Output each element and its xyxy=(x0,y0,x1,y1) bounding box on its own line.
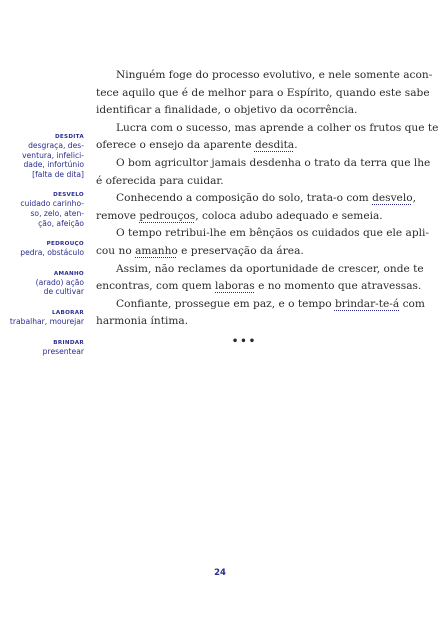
glossary-word-brindar: brindar-te-á xyxy=(334,297,400,310)
text-line: O tempo retribui-lhe em bênçãos os cuidados que ele apli- xyxy=(116,227,429,240)
text-segment: encontras, com quem xyxy=(96,280,216,293)
glossary-term: DESDITA xyxy=(54,134,84,140)
page-number: 24 xyxy=(214,568,226,578)
text-line xyxy=(96,243,393,261)
glossary-definition: trabalhar, mourejar xyxy=(9,316,84,326)
text-segment: Confiante, prossegue em paz, e o tempo xyxy=(116,297,335,310)
glossary-definition: desgraça, des- ventura, infelici- dade, infortúnio [falta de dita] xyxy=(22,141,84,179)
text-line xyxy=(96,296,425,314)
glossary-word-amanho: amanho xyxy=(135,244,178,257)
text-line xyxy=(96,190,416,208)
text-line: Ninguém foge do processo evolutivo, e nele somente acon- xyxy=(116,69,433,81)
glossary-entry-laborar xyxy=(8,309,84,327)
body-text xyxy=(96,67,439,351)
text-segment: oferece o ensejo da aparente xyxy=(96,139,255,152)
text-segment: , coloca adubo adequado e semeia. xyxy=(195,209,383,222)
glossary-word-desvelo: desvelo xyxy=(372,192,413,205)
text-segment: com xyxy=(399,297,425,310)
text-line: identificar a finalidade, o objetivo da ocorrência. xyxy=(96,104,358,117)
glossary-sidebar xyxy=(8,133,84,368)
section-ellipsis: ••• xyxy=(231,335,258,347)
glossary-definition: (arado) ação de cultivar xyxy=(35,277,84,297)
glossary-term: AMANHO xyxy=(53,270,84,277)
text-segment: e preservação da área. xyxy=(177,244,304,257)
text-segment: . xyxy=(294,139,298,152)
glossary-entry-brindar xyxy=(8,339,84,357)
text-segment: Conhecendo a composição do solo, trata-o com xyxy=(116,192,373,205)
glossary-entry-pedrouco xyxy=(8,240,84,258)
text-line xyxy=(96,278,422,296)
text-line: Lucra com o sucesso, mas aprende a colher os frutos que te xyxy=(116,121,439,134)
text-line xyxy=(96,137,393,155)
glossary-definition: cuidado carinho- so, zelo, aten- ção, afeição xyxy=(20,199,84,228)
text-line: é oferecida para cuidar. xyxy=(96,174,224,187)
text-line: Assim, não reclames da oportunidade de crescer, onde te xyxy=(116,262,424,275)
glossary-word-pedrouco: pedrouços xyxy=(139,209,196,222)
text-line xyxy=(96,208,393,226)
glossary-definition: pedra, obstáculo xyxy=(20,248,84,258)
text-line: O bom agricultor jamais desdenha o trato da terra que lhe xyxy=(116,156,431,169)
text-segment: e no momento que atravessas. xyxy=(254,280,422,293)
glossary-term: DESVELO xyxy=(53,192,84,199)
glossary-word-laborar: laboras xyxy=(215,280,255,293)
glossary-entry-desvelo xyxy=(8,191,84,228)
glossary-word-desdita: desdita xyxy=(254,139,295,152)
glossary-term: LABORAR xyxy=(52,309,84,316)
glossary-entry-desdita xyxy=(8,133,84,179)
text-line: tece aquilo que é de melhor para o Espírito, quando este sabe xyxy=(96,86,430,99)
glossary-term: BRINDAR xyxy=(53,339,84,346)
glossary-entry-amanho xyxy=(8,270,84,297)
glossary-definition: presentear xyxy=(42,346,84,356)
text-segment: remove xyxy=(96,209,140,222)
glossary-term: PEDROUÇO xyxy=(46,241,84,248)
text-segment: , xyxy=(412,192,416,205)
text-line: harmonia íntima. xyxy=(96,315,189,328)
text-segment: cou no xyxy=(96,244,136,257)
